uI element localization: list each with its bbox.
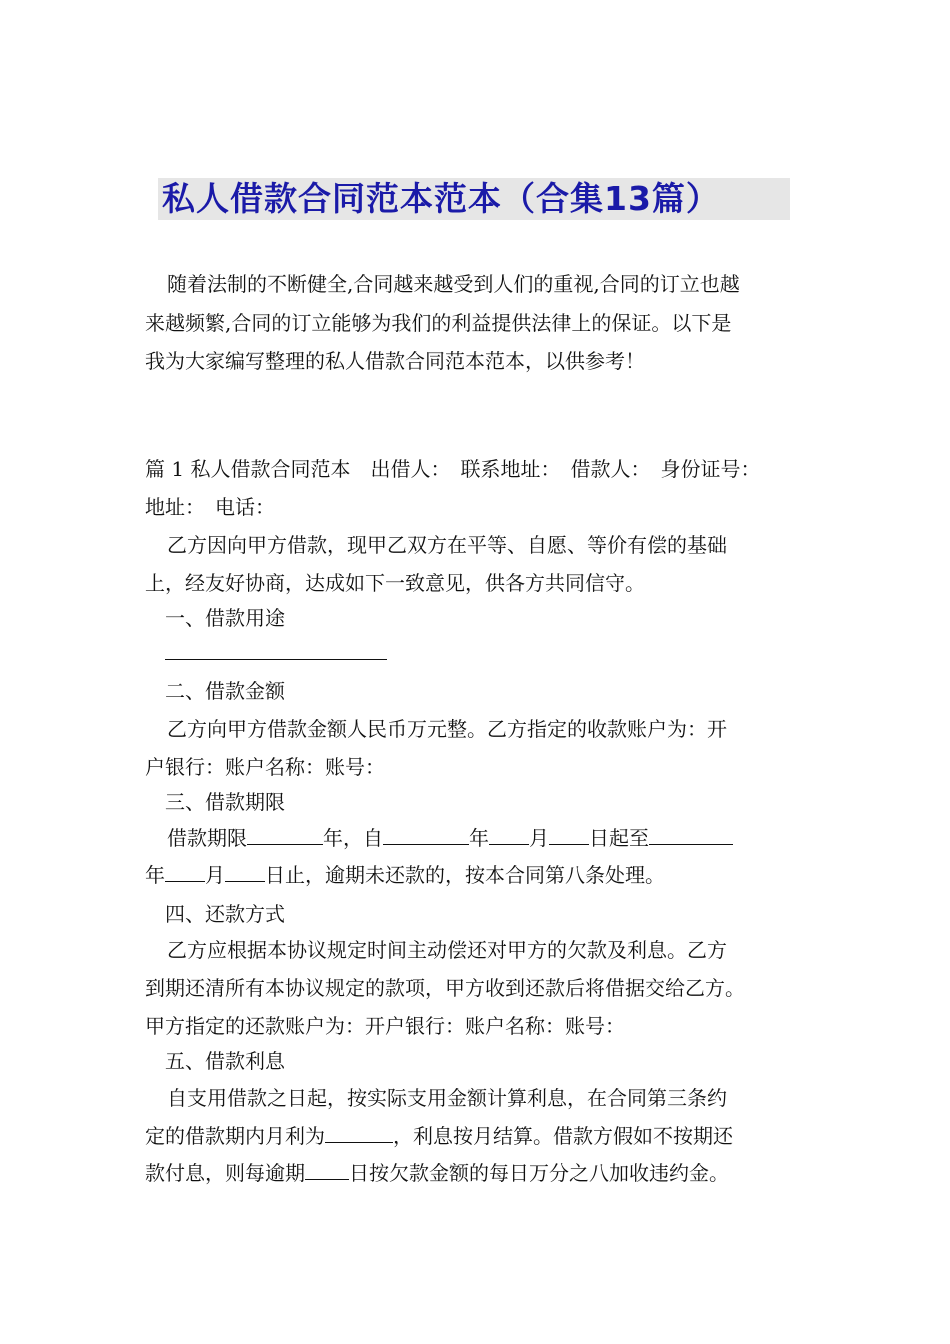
term-text-4: 月 <box>529 826 549 850</box>
term-text-8: 日止，逾期未还款的，按本合同第八条处理。 <box>265 863 665 887</box>
term-line-1 <box>167 820 733 856</box>
heading-repayment: 四、还款方式 <box>165 902 285 926</box>
repay-line-3: 甲方指定的还款账户为：开户银行：账户名称：账号： <box>145 1014 625 1038</box>
blank-field <box>383 824 469 845</box>
term-line-2 <box>145 857 665 893</box>
intro-line-2: 来越频繁,合同的订立能够为我们的利益提供法律上的保证。以下是 <box>145 311 732 335</box>
intro-line-1: 随着法制的不断健全,合同越来越受到人们的重视,合同的订立也越 <box>167 272 740 296</box>
heading-interest: 五、借款利息 <box>165 1049 285 1073</box>
term-text-7: 月 <box>205 863 225 887</box>
blank-field <box>165 861 205 882</box>
term-text-3: 年 <box>469 826 489 850</box>
heading-purpose: 一、借款用途 <box>165 606 285 630</box>
interest-line-3 <box>145 1155 729 1191</box>
repay-line-2: 到期还清所有本协议规定的款项，甲方收到还款后将借据交给乙方。 <box>145 976 745 1000</box>
blank-field <box>549 824 589 845</box>
term-text-2: 年，自 <box>323 826 383 850</box>
section1-header-line2: 地址： 电话： <box>145 495 275 519</box>
interest-text-2a: 定的借款期内月利为 <box>145 1124 325 1148</box>
amount-line-1: 乙方向甲方借款金额人民币万元整。乙方指定的收款账户为：开 <box>167 717 727 741</box>
heading-term: 三、借款期限 <box>165 790 285 814</box>
blank-field <box>325 1122 393 1143</box>
blank-field <box>225 861 265 882</box>
section1-header-line1: 篇 1 私人借款合同范本 出借人： 联系地址： 借款人： 身份证号： <box>145 457 761 481</box>
interest-line-1: 自支用借款之日起，按实际支用金额计算利息，在合同第三条约 <box>167 1086 727 1110</box>
blank-field <box>247 824 323 845</box>
interest-line-2 <box>145 1118 733 1154</box>
amount-line-2: 户银行：账户名称：账号： <box>145 755 385 779</box>
intro-line-3: 我为大家编写整理的私人借款合同范本范本，以供参考！ <box>145 349 645 373</box>
para-a-line-2: 上，经友好协商，达成如下一致意见，供各方共同信守。 <box>145 571 645 595</box>
interest-text-3a: 款付息，则每逾期 <box>145 1161 305 1185</box>
para-a-line-1: 乙方因向甲方借款，现甲乙双方在平等、自愿、等价有偿的基础 <box>167 533 727 557</box>
purpose-blank-line <box>165 659 387 660</box>
term-text-5: 日起至 <box>589 826 649 850</box>
blank-field <box>489 824 529 845</box>
blank-field <box>305 1159 349 1180</box>
interest-text-3b: 日按欠款金额的每日万分之八加收违约金。 <box>349 1161 729 1185</box>
term-text-6: 年 <box>145 863 165 887</box>
heading-amount: 二、借款金额 <box>165 679 285 703</box>
interest-text-2b: ，利息按月结算。借款方假如不按期还 <box>393 1124 733 1148</box>
repay-line-1: 乙方应根据本协议规定时间主动偿还对甲方的欠款及利息。乙方 <box>167 938 727 962</box>
term-text-1: 借款期限 <box>167 826 247 850</box>
blank-field <box>649 824 733 845</box>
page-title: 私人借款合同范本范本（合集13篇） <box>162 179 720 218</box>
title-highlight <box>158 178 790 220</box>
